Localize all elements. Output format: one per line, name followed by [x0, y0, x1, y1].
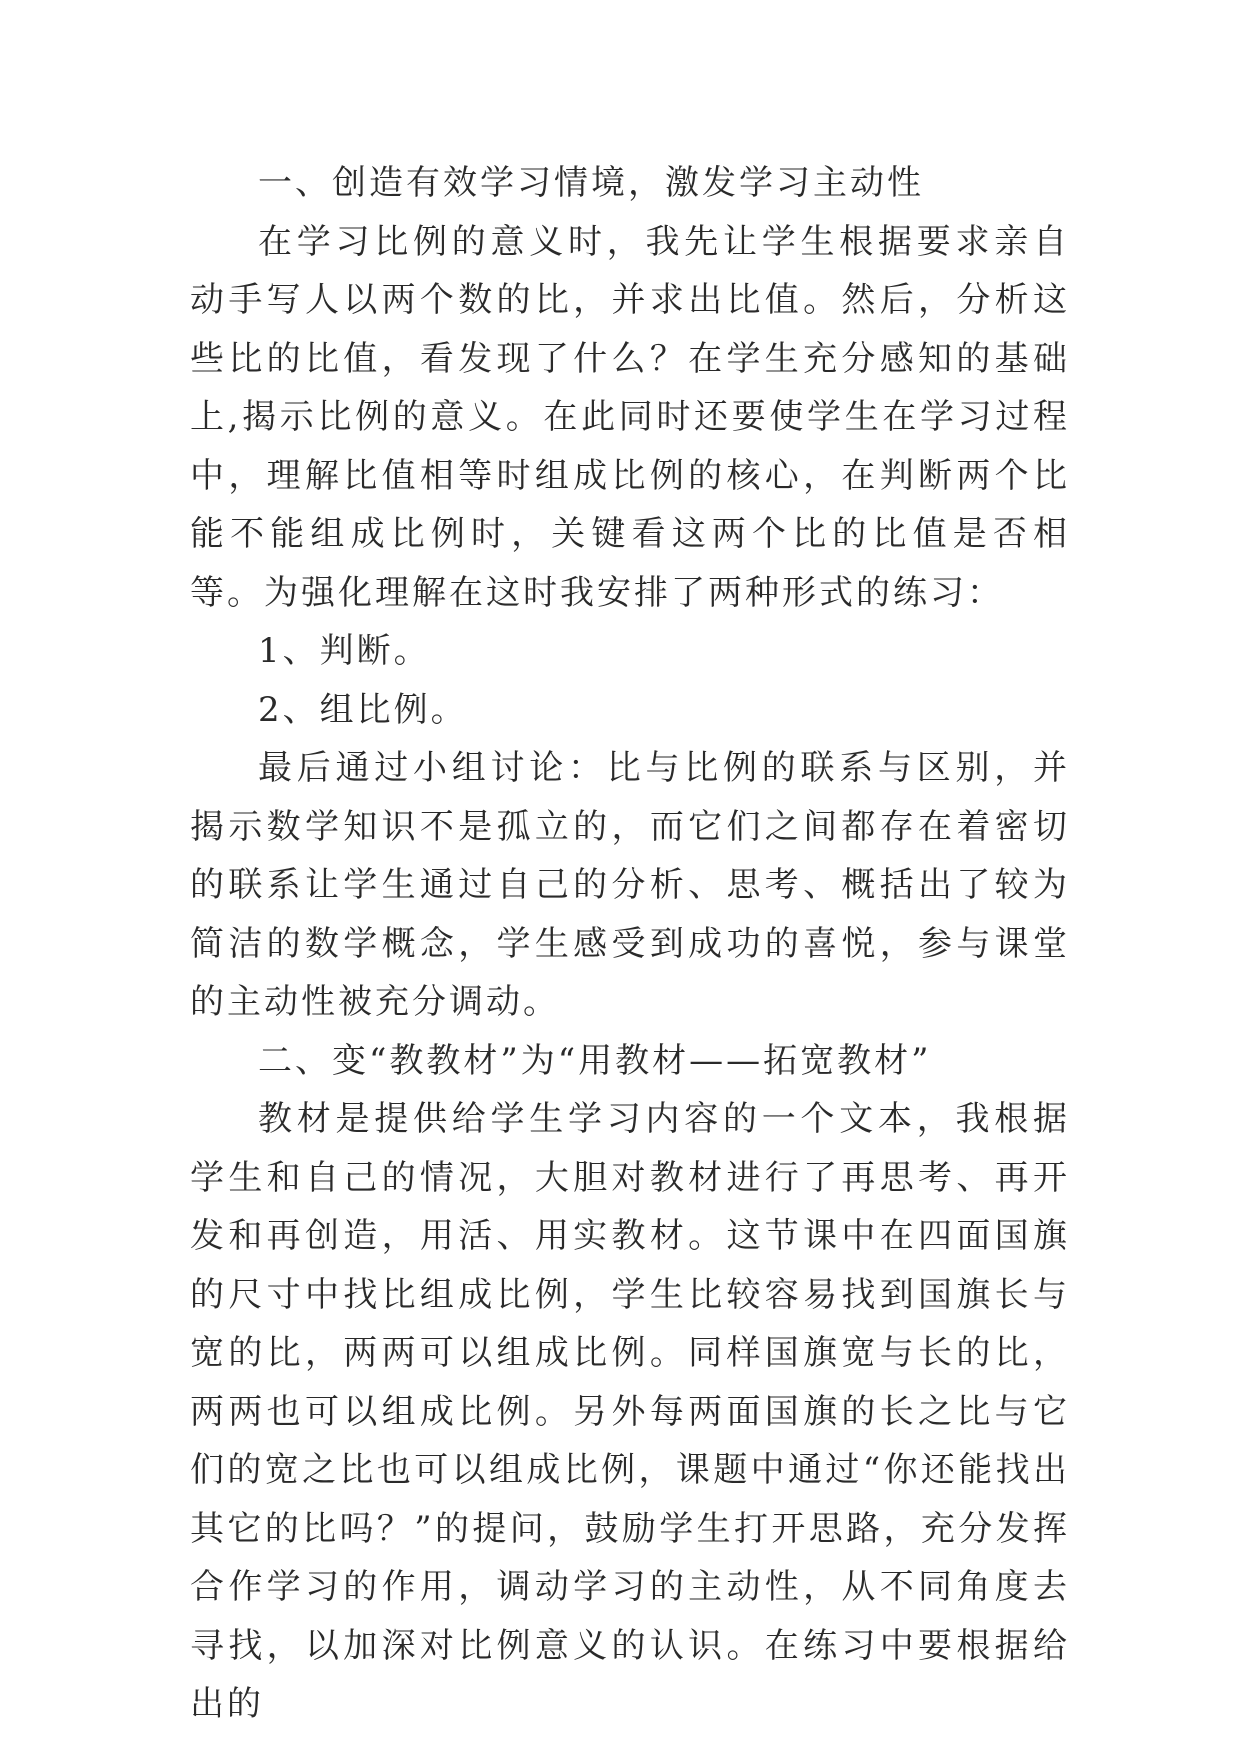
list-item: 1、判断。 [258, 631, 431, 671]
section-heading-2: 二、变“教教材”为“用教材——拓宽教材” [258, 1040, 932, 1081]
list-item: 2、组比例。 [258, 689, 468, 730]
document-body [190, 154, 1070, 1734]
body-paragraph: 在学习比例的意义时，我先让学生根据要求亲自动手写人以两个数的比，并求出比值。然后，分析这些比的比值，看发现了什么？在学生充分感知的基础上,揭示比例的意义。在此同时还要使学生在学习过程中，理解比值相等时组成比例的核心，在判断两个比能不能组成比例时，关键看这两个比的比值是否相等。为强化理解在这时我安排了两种形式的练习： [190, 221, 1070, 613]
body-paragraph: 最后通过小组讨论：比与比例的联系与区别，并揭示数学知识不是孤立的，而它们之间都存在着密切的联系让学生通过自己的分析、思考、概括出了较为简洁的数学概念，学生感受到成功的喜悦，参与课堂的主动性被充分调动。 [190, 748, 1070, 1022]
body-paragraph: 教材是提供给学生学习内容的一个文本，我根据学生和自己的情况，大胆对教材进行了再思考、再开发和再创造，用活、用实教材。这节课中在四面国旗的尺寸中找比组成比例，学生比较容易找到国旗长与宽的比，两两可以组成比例。同样国旗宽与长的比，两两也可以组成比例。另外每两面国旗的长之比与它们的宽之比也可以组成比例，课题中通过“你还能找出其它的比吗？”的提问，鼓励学生打开思路，充分发挥合作学习的作用，调动学习的主动性，从不同角度去寻找，以加深对比例意义的认识。在练习中要根据给出的 [190, 1099, 1070, 1724]
section-heading-1: 一、创造有效学习情境，激发学习主动性 [258, 163, 924, 203]
